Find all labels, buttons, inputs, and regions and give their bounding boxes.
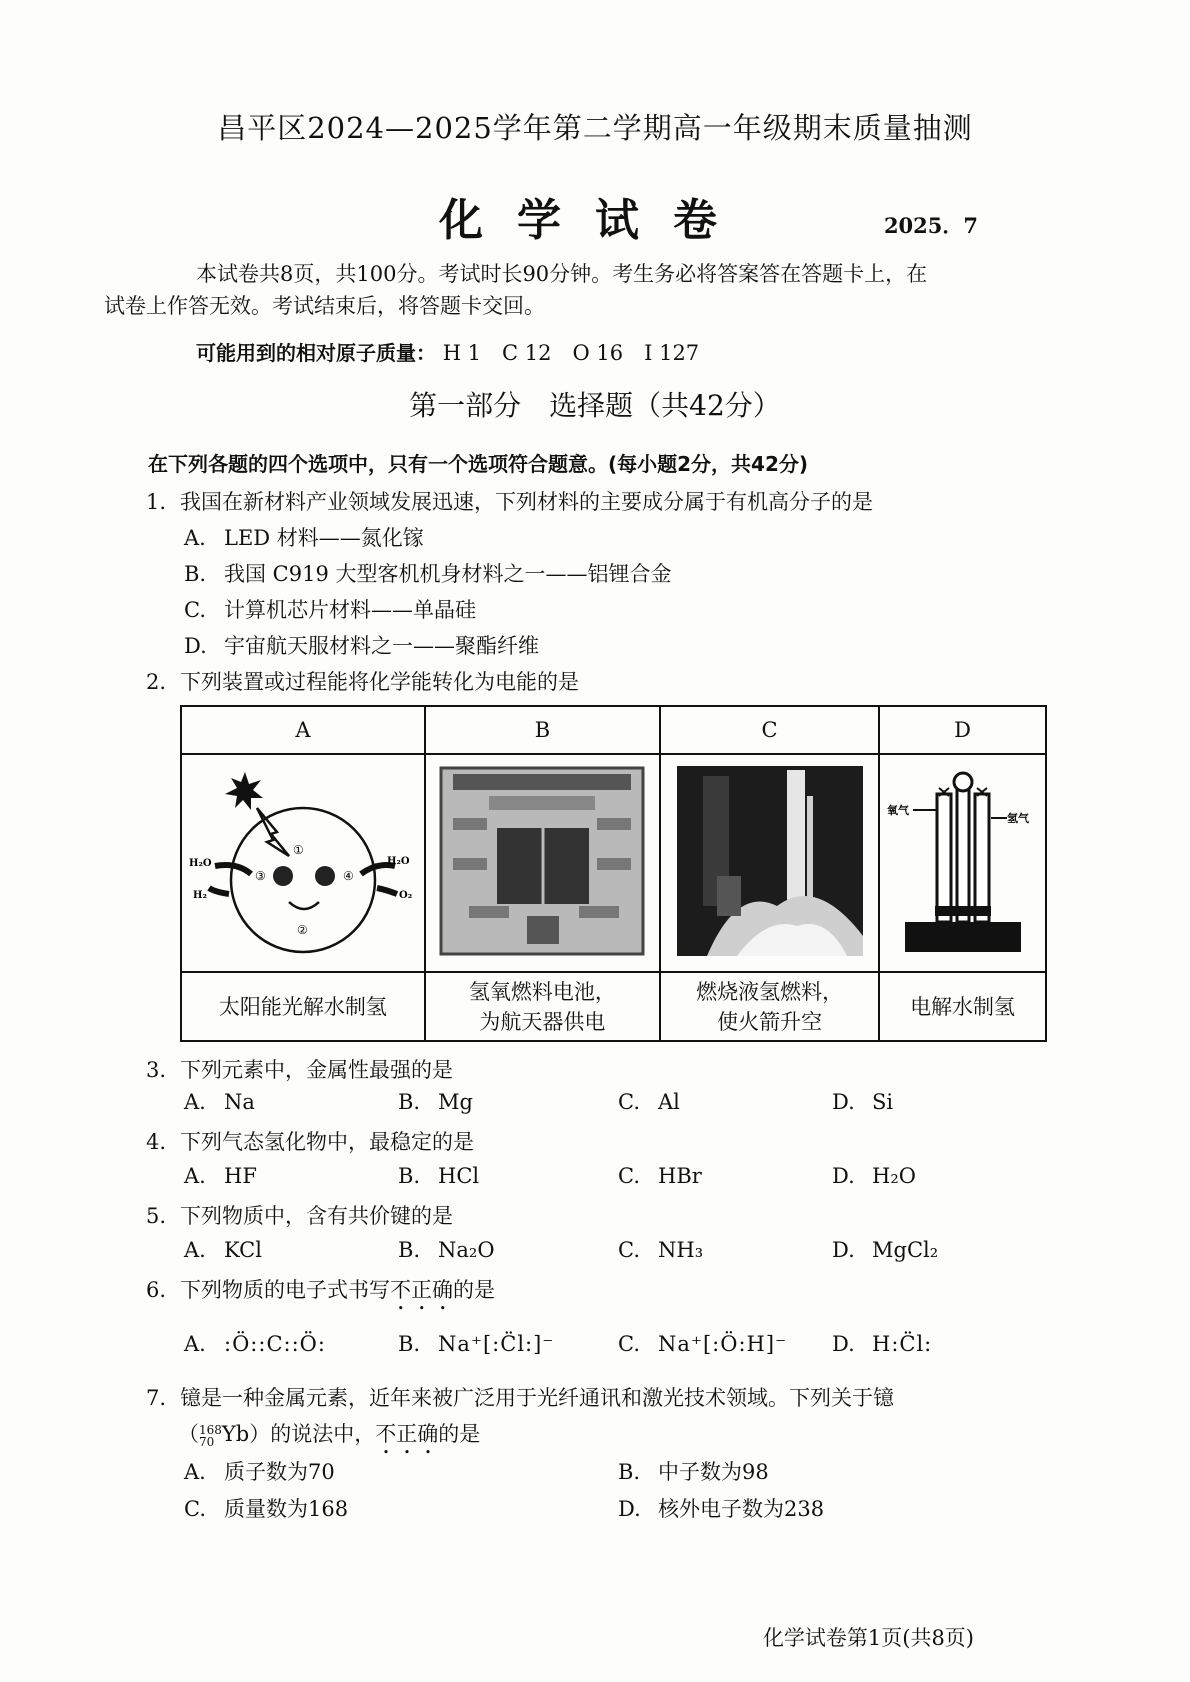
option-text: 质量数为168 [224, 1497, 349, 1521]
question-1-option-c[interactable] [184, 594, 476, 624]
question-5-option-b[interactable] [398, 1238, 495, 1262]
question-7-option-c[interactable] [184, 1493, 348, 1523]
caption-line: 电解水制氢 [910, 994, 1016, 1019]
atomic-number: 70 [199, 1434, 215, 1449]
mass-number: 168 [199, 1422, 222, 1437]
question-1-option-b[interactable] [184, 558, 672, 588]
option-letter: A. [184, 1238, 206, 1262]
option-letter: B. [618, 1460, 641, 1484]
question-6-option-b[interactable] [398, 1332, 554, 1356]
caption-line: 为航天器供电 [479, 1009, 606, 1034]
question-6-option-c[interactable] [618, 1332, 787, 1356]
instructions-line-1: 本试卷共8页，共100分。考试时长90分钟。考生务必将答案答在答题卡上，在 [196, 262, 928, 286]
caption-b [425, 972, 660, 1041]
question-6-option-d[interactable] [832, 1332, 932, 1356]
question-text: 下列物质中，含有共价键的是 [180, 1204, 453, 1228]
option-text: Al [658, 1090, 680, 1114]
option-text: LED 材料——氮化镓 [224, 526, 424, 550]
question-4-option-b[interactable] [398, 1164, 479, 1188]
option-letter: C. [618, 1332, 640, 1356]
label-h2-left: H₂ [192, 889, 207, 901]
question-number: 6. [146, 1278, 167, 1302]
electron-formula: Na⁺[:C̈l:]⁻ [438, 1332, 555, 1356]
option-text: Na₂O [438, 1238, 495, 1262]
exam-title: 昌平区2024—2025学年第二学期高一年级期末质量抽测 [217, 111, 973, 145]
table-header-c[interactable]: C [660, 706, 879, 754]
option-letter: A. [184, 1090, 206, 1114]
option-text: 我国 C919 大型客机机身材料之一——铝锂合金 [224, 562, 672, 586]
marker-2: ② [296, 922, 308, 937]
question-3-option-b[interactable] [398, 1090, 473, 1114]
question-3-stem [146, 1054, 453, 1084]
question-4-option-c[interactable] [618, 1164, 702, 1188]
question-5-option-c[interactable] [618, 1238, 703, 1262]
marker-4: ④ [342, 868, 354, 883]
option-text: 质子数为70 [224, 1460, 335, 1484]
question-text: 下列元素中，金属性最强的是 [180, 1058, 453, 1082]
question-1-stem [146, 486, 873, 516]
fuel-cell-photo [439, 766, 645, 956]
label-h2o-right: H₂O [386, 855, 410, 867]
option-letter: B. [398, 1238, 421, 1262]
figure-b-cell [425, 754, 660, 972]
option-text: Mg [438, 1090, 473, 1114]
electron-formula: :Ö::C::Ö: [224, 1332, 326, 1356]
caption-c [660, 972, 879, 1041]
option-text: H₂O [872, 1164, 916, 1188]
option-text: HBr [658, 1164, 702, 1188]
page-footer: 化学试卷第1页(共8页) [762, 1626, 974, 1650]
option-letter: D. [618, 1497, 641, 1521]
label-hydrogen: 氢气 [1006, 811, 1029, 825]
option-letter: D. [184, 634, 207, 658]
subject-title: 化学试卷 [439, 195, 751, 246]
question-4-option-d[interactable] [832, 1164, 916, 1188]
question-number: 7. [146, 1386, 167, 1410]
question-5-option-d[interactable] [832, 1238, 938, 1262]
label-h2o-left: H₂O [188, 857, 212, 869]
option-letter: A. [184, 526, 206, 550]
question-3-option-d[interactable] [832, 1090, 893, 1114]
question-2-table [180, 705, 1047, 1042]
option-letter: D. [832, 1332, 855, 1356]
option-letter: D. [832, 1090, 855, 1114]
figure-c-cell [660, 754, 879, 972]
option-text: MgCl₂ [872, 1238, 939, 1262]
table-header-a[interactable]: A [181, 706, 425, 754]
option-letter: A. [184, 1164, 206, 1188]
atomic-mass-line [196, 337, 699, 367]
question-6-stem [146, 1274, 495, 1315]
question-text: 的是 [438, 1422, 481, 1446]
label-o2-right: O₂ [398, 889, 412, 901]
option-letter: A. [184, 1460, 206, 1484]
sun-icon [225, 772, 263, 810]
option-letter: C. [184, 598, 206, 622]
caption-line: 使火箭升空 [717, 1009, 823, 1034]
electron-formula: Na⁺[:Ö:H]⁻ [658, 1332, 788, 1356]
question-7-stem-line-1 [146, 1382, 894, 1412]
option-letter: B. [398, 1164, 421, 1188]
instructions-paragraph [104, 258, 1058, 322]
option-letter: B. [398, 1332, 421, 1356]
emphasis-text: 不正确 [390, 1278, 453, 1302]
option-text: 核外电子数为238 [658, 1497, 825, 1521]
question-6-option-a[interactable] [184, 1332, 326, 1356]
atomic-mass-values: H 1 C 12 O 16 I 127 [442, 341, 700, 365]
question-5-option-a[interactable] [184, 1238, 262, 1262]
question-2-stem [146, 666, 579, 696]
option-text: Na [224, 1090, 255, 1114]
section-title: 第一部分 选择题（共42分） [409, 389, 781, 422]
question-text: 的是 [453, 1278, 495, 1302]
option-text: KCl [224, 1238, 262, 1262]
option-text: NH₃ [658, 1238, 704, 1262]
question-7-option-d[interactable] [618, 1493, 824, 1523]
option-text: 宇宙航天服材料之一——聚酯纤维 [224, 634, 539, 658]
option-letter: C. [618, 1090, 640, 1114]
question-text: 我国在新材料产业领域发展迅速，下列材料的主要成分属于有机高分子的是 [180, 490, 873, 514]
caption-line: 燃烧液氢燃料， [696, 979, 844, 1004]
question-3-option-c[interactable] [618, 1090, 680, 1114]
rocket-launch-photo [677, 766, 863, 956]
question-7-option-a[interactable] [184, 1456, 335, 1486]
question-text: 下列气态氢化物中，最稳定的是 [180, 1130, 474, 1154]
question-number: 4. [146, 1130, 167, 1154]
option-letter: D. [832, 1164, 855, 1188]
question-text: 下列装置或过程能将化学能转化为电能的是 [180, 670, 579, 694]
option-text: HF [224, 1164, 257, 1188]
caption-line: 氢氧燃料电池， [468, 979, 616, 1004]
emphasis-text: 不正确 [375, 1422, 439, 1446]
question-number: 5. [146, 1204, 167, 1228]
label-oxygen: 氧气 [886, 803, 909, 817]
option-letter: C. [184, 1497, 206, 1521]
isotope-notation: （ 168 70 Yb） [178, 1422, 271, 1449]
exam-date: 2025．7 [883, 213, 978, 238]
marker-1: ① [292, 842, 304, 857]
solar-water-splitting-figure [185, 756, 421, 966]
instructions-line-2: 试卷上作答无效。考试结束后，将答题卡交回。 [104, 294, 545, 318]
figure-a-cell [181, 754, 425, 972]
caption-line: 太阳能光解水制氢 [218, 994, 387, 1019]
option-text: HCl [438, 1164, 480, 1188]
section-directions: 在下列各题的四个选项中，只有一个选项符合题意。(每小题2分，共42分) [148, 452, 809, 476]
question-5-stem [146, 1200, 453, 1230]
question-4-stem [146, 1126, 474, 1156]
option-letter: D. [832, 1238, 855, 1262]
question-number: 1. [146, 490, 167, 514]
question-7-option-b[interactable] [618, 1456, 769, 1486]
caption-a [181, 972, 425, 1041]
option-letter: A. [184, 1332, 206, 1356]
option-letter: B. [184, 562, 207, 586]
table-header-b[interactable]: B [425, 706, 660, 754]
question-3-option-a[interactable] [184, 1090, 255, 1114]
electrolysis-apparatus-figure [883, 766, 1043, 956]
marker-3: ③ [254, 868, 266, 883]
question-7-stem-line-2 [178, 1418, 480, 1459]
question-1-option-d[interactable] [184, 630, 539, 660]
question-number: 3. [146, 1058, 167, 1082]
question-text: 的说法中， [270, 1422, 376, 1446]
question-text: 镱是一种金属元素，近年来被广泛用于光纤通讯和激光技术领域。下列关于镱 [180, 1386, 894, 1410]
option-text: Si [872, 1090, 894, 1114]
element-symbol: Yb [221, 1422, 250, 1446]
option-letter: C. [618, 1238, 640, 1262]
option-letter: B. [398, 1090, 421, 1114]
option-letter: C. [618, 1164, 640, 1188]
option-text: 中子数为98 [658, 1460, 769, 1484]
caption-d [879, 972, 1046, 1041]
table-header-d[interactable]: D [879, 706, 1046, 754]
option-text: 计算机芯片材料——单晶硅 [224, 598, 476, 622]
question-4-option-a[interactable] [184, 1164, 257, 1188]
figure-d-cell [879, 754, 1046, 972]
atomic-mass-label: 可能用到的相对原子质量： [196, 341, 436, 365]
question-number: 2. [146, 670, 167, 694]
question-text: 下列物质的电子式书写 [180, 1278, 390, 1302]
question-1-option-a[interactable] [184, 522, 424, 552]
electron-formula: H:C̈l: [872, 1332, 933, 1356]
